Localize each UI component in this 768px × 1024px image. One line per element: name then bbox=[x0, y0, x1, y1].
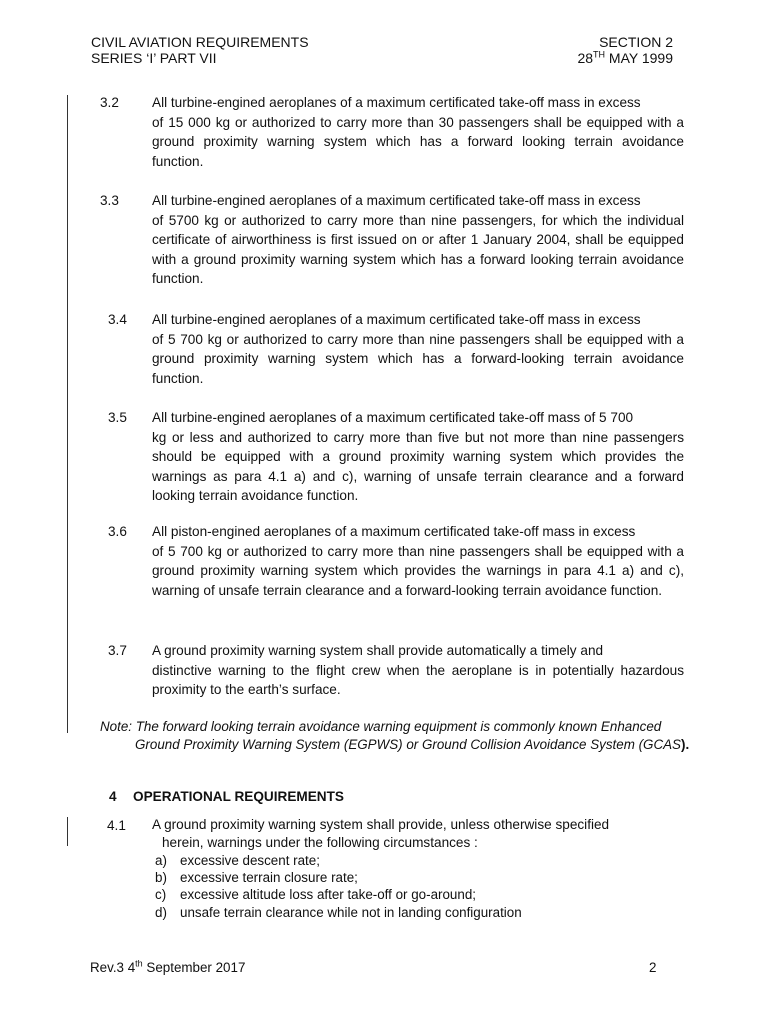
paragraph-3-7: A ground proximity warning system shall provide automatically a timely and distinctive warning to the flight crew when the aeroplane is in potentially hazardous proximity to the earth’s surface. bbox=[152, 643, 684, 698]
paragraph-number: 3.5 bbox=[108, 410, 127, 425]
paragraph-number: 3.4 bbox=[108, 312, 127, 327]
section-number: 4 bbox=[109, 789, 117, 804]
paragraph-number: 3.2 bbox=[100, 95, 119, 110]
revision-bar bbox=[67, 817, 68, 846]
list-item: a) excessive descent rate; bbox=[155, 853, 320, 868]
note: Note: The forward looking terrain avoidance warning equipment is commonly known Enhanced Ground Proximity Warning System (EGPWS) or Ground Collision Avoidance System (GCAS). bbox=[100, 719, 690, 753]
paragraph-3-6: All piston-engined aeroplanes of a maximum certificated take-off mass in excess of 5 700 kg or authorized to carry more than nine passengers shall be equipped with a ground proximity warning system which provides the warnings in para 4.1 a) and c), warning of unsafe terrain clearance and a forward-looking terrain avoidance function. bbox=[152, 524, 684, 598]
header-left bbox=[91, 34, 309, 66]
paragraph-3-4: All turbine-engined aeroplanes of a maximum certificated take-off mass in excess of 5 700 kg or authorized to carry more than nine passengers shall be equipped with a ground proximity warning system which has a forward-looking terrain avoidance function. bbox=[152, 312, 684, 386]
paragraph-number: 3.3 bbox=[100, 193, 119, 208]
header-date: 28TH MAY 1999 bbox=[577, 49, 673, 66]
header-right bbox=[560, 34, 673, 66]
header-section: SECTION 2 bbox=[599, 34, 673, 50]
header-series: SERIES ‘I’ PART VII bbox=[91, 50, 217, 66]
list-item: d) unsafe terrain clearance while not in landing configuration bbox=[155, 904, 522, 920]
revision-bar bbox=[67, 95, 68, 733]
paragraph-number: 3.7 bbox=[108, 643, 127, 658]
list-item: c) excessive altitude loss after take-off or go-around; bbox=[155, 887, 476, 903]
paragraph-4-1: A ground proximity warning system shall provide, unless otherwise specified herein, warnings under the following circumstances : bbox=[152, 817, 610, 850]
paragraph-3-3: All turbine-engined aeroplanes of a maximum certificated take-off mass in excess of 5700 kg or authorized to carry more than nine passengers, for which the individual certificate of airworthiness is first issued on or after 1 January 2004, shall be equipped with a ground proximity warning system which has a forward looking terrain avoidance function. bbox=[152, 193, 684, 287]
page-number: 2 bbox=[649, 960, 657, 975]
header-title: CIVIL AVIATION REQUIREMENTS bbox=[91, 34, 309, 50]
circumstances-list bbox=[155, 852, 522, 921]
footer-revision: Rev.3 4th September 2017 bbox=[90, 958, 246, 975]
note-label: Note: bbox=[100, 719, 133, 734]
paragraph-number: 3.6 bbox=[108, 524, 127, 539]
paragraph-3-2: All turbine-engined aeroplanes of a maximum certificated take-off mass in excess of 15 000 kg or authorized to carry more than 30 passengers shall be equipped with a ground proximity warning system which has a forward looking terrain avoidance function. bbox=[152, 95, 684, 169]
section-title: OPERATIONAL REQUIREMENTS bbox=[133, 789, 344, 804]
paragraph-3-5: All turbine-engined aeroplanes of a maximum certificated take-off mass of 5 700 kg or less and authorized to carry more than five but not more than nine passengers should be equipped with a ground proximity warning system which provides the warnings as para 4.1 a) and c), warning of unsafe terrain clearance and a forward looking terrain avoidance function. bbox=[152, 410, 684, 504]
list-item: b) excessive terrain closure rate; bbox=[155, 870, 358, 886]
paragraph-number: 4.1 bbox=[107, 818, 126, 833]
